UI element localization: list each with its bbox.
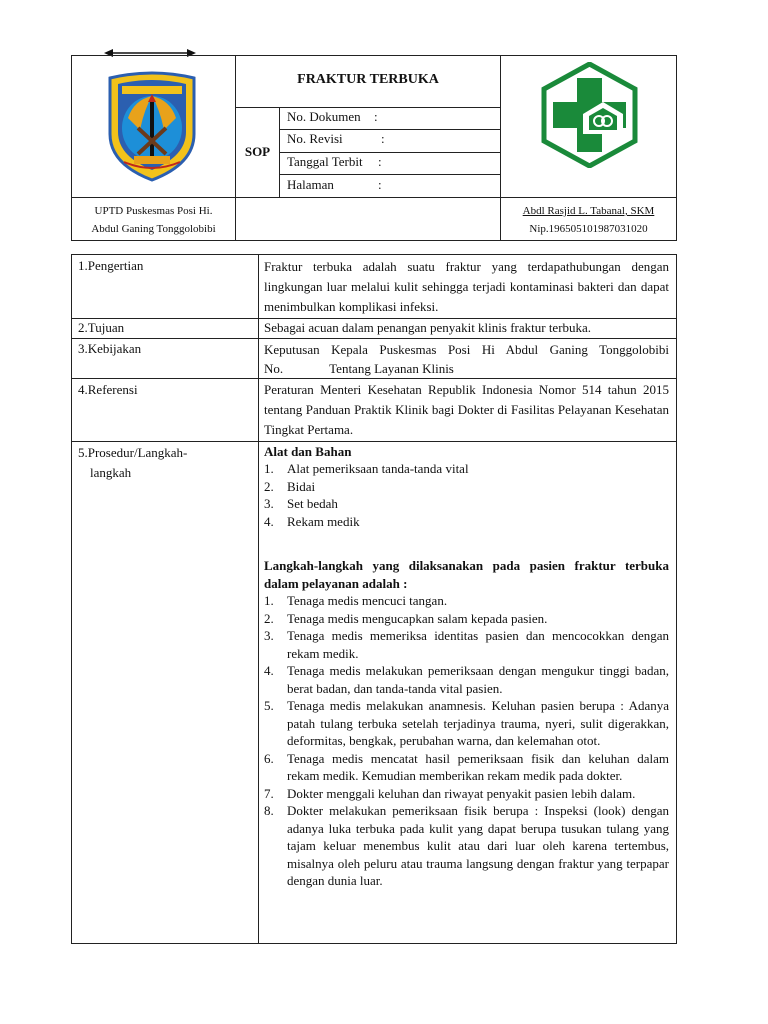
list-item: 1. Tenaga medis mencuci tangan. [264,593,448,608]
signer-name: Abdl Rasjid L. Tabanal, SKM [522,205,655,217]
signer-block [500,202,677,238]
label-kebijakan: 3.Kebijakan [78,341,142,356]
doc-field-revision: No. Revisi : [287,131,385,146]
text-prosedur [264,443,669,890]
doc-field-number: No. Dokumen : [287,109,378,124]
alat-heading: Alat dan Bahan [264,444,352,459]
list-item: 3. Tenaga medis memeriksa identitas pasien dan mencocokkan dengan rekam medik. [264,628,669,661]
unit-name: UPTD Puskesmas Posi Hi. Abdul Ganing Tonggolobibi [91,205,216,235]
list-item: 5. Tenaga medis melakukan anamnesis. Keluhan pasien berupa : Adanya patah tulang terbuka setelah terjadinya trauma, nyeri, sulit digerakkan, deformitas, bengkak, perubahan warna, dan kelemahan otot. [264,698,669,748]
label-pengertian: 1.Pengertian [78,258,144,273]
puskesmas-logo [541,62,638,168]
text-kebijakan: Keputusan Kepala Puskesmas Posi Hi Abdul Ganing Tonggolobibi No. Tentang Layanan Klinis [264,342,669,376]
list-item: 8. Dokter melakukan pemeriksaan fisik berupa : Inspeksi (look) dengan adanya luka terbuka pada kulit yang dapat berupa tusukan tulang yang tajam keluar menembus kulit atau dari luar oleh karena tertembus, misalnya oleh peluru atau trauma langsung dengan fraktur yang terpapar dengan dunia luar. [264,803,669,888]
label-tujuan: 2.Tujuan [78,320,125,335]
langkah-list [264,592,669,890]
text-tujuan: Sebagai acuan dalam penangan penyakit klinis fraktur terbuka. [264,320,592,335]
signer-nip: Nip.196505101987031020 [529,223,648,235]
list-item: 7. Dokter menggali keluhan dan riwayat penyakit pasien lebih dalam. [264,785,636,801]
label-prosedur: 5.Prosedur/Langkah- langkah [78,445,188,480]
sop-label: SOP [244,144,271,159]
langkah-heading: Langkah-langkah yang dilaksanakan pada pasien fraktur terbuka dalam pelayanan adalah : [264,558,669,591]
list-item: 3. Set bedah [264,496,338,511]
list-item: 2. Tenaga medis mengucapkan salam kepada pasien. [264,610,548,626]
list-item: 4. Rekam medik [264,513,360,529]
list-item: 1. Alat pemeriksaan tanda-tanda vital [264,461,469,476]
list-item: 6. Tenaga medis mencatat hasil pemeriksaan fisik dan keluhan dalam rekam medik. Kemudian memberikan rekam medik pada dokter. [264,750,669,783]
list-item: 2. Bidai [264,478,316,494]
text-pengertian: Fraktur terbuka adalah suatu fraktur yang terdapathubungan dengan lingkungan luar melalui kulit sehingga terjadi kontaminasi bakteri dan dapat menimbulkan komplikasi infeksi. [264,259,669,314]
regency-crest-logo [104,70,200,182]
doc-field-issue-date: Tanggal Terbit : [287,154,382,169]
document-title: FRAKTUR TERBUKA [297,72,439,87]
list-item: 4. Tenaga medis melakukan pemeriksaan dengan mengukur tinggi badan, berat badan, dan tanda-tanda vital pasien. [264,663,669,696]
label-referensi: 4.Referensi [78,382,138,397]
doc-field-page: Halaman : [287,177,382,192]
alat-list [264,460,669,530]
text-referensi: Peraturan Menteri Kesehatan Republik Indonesia Nomor 514 tahun 2015 tentang Panduan Praktik Klinik bagi Dokter di Fasilitas Pelayanan Kesehatan Tingkat Pertama. [264,382,669,437]
